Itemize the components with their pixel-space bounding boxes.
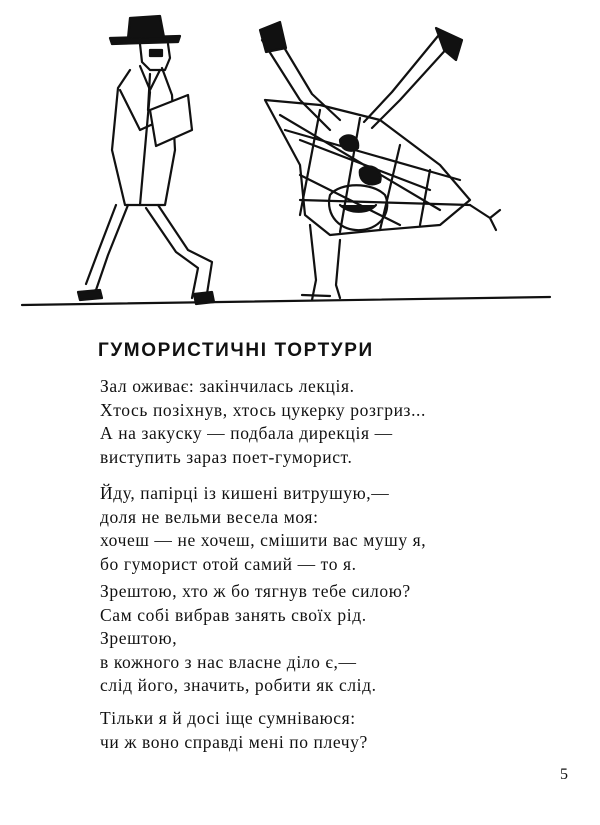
- poem-line: Зал оживає: закінчилась лекція.: [100, 376, 355, 396]
- walking-man-figure: [78, 16, 214, 304]
- poem-line: хочеш — не хочеш, смішити вас мушу я,: [100, 530, 427, 551]
- poem-line: Йду, папірці із кишені витрушую,—: [100, 483, 390, 503]
- poem-line: в кожного з нас власне діло є,—: [100, 651, 357, 672]
- poem-line: Сам собі вибрав занять своїх рід.: [100, 604, 367, 625]
- poem-line: слід його, значить, робити як слід.: [100, 675, 377, 696]
- poem-line: чи ж воно справді мені по плечу?: [100, 731, 368, 752]
- stanza: [100, 482, 426, 576]
- poem-title: ГУМОРИСТИЧНІ ТОРТУРИ: [98, 340, 374, 361]
- stanza: [100, 707, 368, 754]
- poem-line: А на закуску — подбала дирекція —: [100, 423, 393, 444]
- stanza: [100, 580, 411, 698]
- cartoon-illustration: [0, 0, 600, 320]
- poem-line: виступить зараз поет-гуморист.: [100, 446, 353, 467]
- stanza: [100, 375, 426, 469]
- poem-line: Зрештою,: [100, 628, 178, 649]
- poem-line: Тільки я й досі іще сумніваюся:: [100, 708, 356, 728]
- poem-line: Хтось позіхнув, хтось цукерку розгриз...: [100, 399, 426, 420]
- poem-line: Зрештою, хто ж бо тягнув тебе силою?: [100, 581, 411, 601]
- poem-line: доля не вельми весела моя:: [100, 506, 319, 527]
- poem-line: бо гуморист отой самий — то я.: [100, 553, 357, 574]
- upside-down-man-figure: [260, 22, 500, 300]
- page-number: 5: [560, 766, 568, 783]
